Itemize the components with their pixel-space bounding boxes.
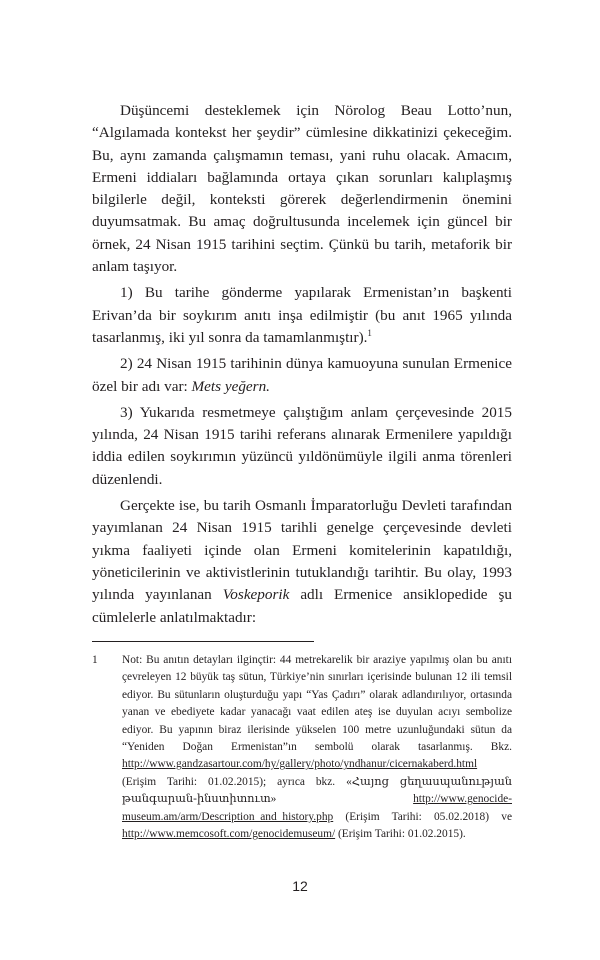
footnote: [92, 652, 512, 843]
footnote-link-memcosoft[interactable]: http://www.memcosoft.com/genocidemuseum/: [122, 828, 336, 841]
paragraph-reality: [92, 495, 512, 629]
footnote-body: (Erişim Tarihi: 05.02.2018) ve: [333, 810, 512, 823]
paragraph-text: Gerçekte ise, bu tarih Osmanlı İmparatorluğu Devleti tarafından yayımlanan 24 Nisan 1915 tarihli genelge çerçevesinde devleti yıkma faaliyeti içinde olan Ermeni komitelerinin kapatıldığı, yöneticilerinin ve aktivistlerinin tutuklandığı tarihtir. Bu olay, 1993 yılında yayınlanan: [92, 497, 512, 604]
paragraph-text: 2) 24 Nisan 1915 tarihinin dünya kamuoyuna sunulan Ermenice özel bir adı var:: [92, 355, 512, 395]
footnote-reference[interactable]: 1: [367, 327, 372, 338]
footnote-divider: [92, 641, 314, 642]
paragraph-text: Düşüncemi desteklemek için Nörolog Beau Lotto’nun, “Algılamada kontekst her şeydir” cümlesine dikkatinizi çekeceğim. Bu, aynı zamanda çalışmamın teması, yani ruhu olacak. Amacım, Ermeni iddiaları bağlamında ortaya çıkan sorunları kalıplaşmış bilgilerle değil, konteksti görerek değerlendirmenin önemini duyumsatmak. Bu amaç doğrultusunda incelemek için güncel bir örnek, 24 Nisan 1915 tarihini seçtim. Çünkü bu tarih, metaforik bir anlam taşıyor.: [92, 102, 512, 276]
paragraph-text: 3) Yukarıda resmetmeye çalıştığım anlam çerçevesinde 2015 yılında, 24 Nisan 1915 tarihi referans alınarak Ermenilere yapıldığı iddia edilen soykırımın yüzüncü yıldönümüyle ilgili anma törenleri düzenlendi.: [92, 403, 512, 488]
footnote-body: (Erişim Tarihi: 01.02.2015); ayrıca bkz. «Հայոց ցեղասպանության թանգարան-ինստիտուտ»: [122, 775, 512, 806]
main-text: [92, 100, 512, 633]
italic-term: Voskeporik: [222, 586, 290, 604]
footnote-text: [122, 652, 512, 843]
page-number: 12: [292, 878, 308, 894]
paragraph-text: adlı Ermenice ansiklopedide şu cümlelerle anlatılmaktadır:: [92, 586, 512, 626]
footnote-number: 1: [92, 654, 98, 666]
footnote-body: Not: Bu anıtın detayları ilginçtir: 44 metrekarelik bir araziye yapılmış olan bu anıtı çevreleyen 12 büyük taş sütun, Türkiye’nin sınırları içerisinde bulunan 12 ili temsil ediyor. Bu sütunların oluşturduğu yapı “Yas Çadırı” olarak adlandırılıyor, ortasında yanan ve ebediyete kadar yanacağı vaat edilen ateş ise duyulan acıyı sembolize ediyor. Bu yapının biraz ilerisinde yükselen 100 metre uzunluğundaki sütun da “Yeniden Doğan Ermenistan”ın sembolü olarak tasarlanmış. Bkz.: [122, 654, 512, 754]
paragraph-text: 1) Bu tarihe gönderme yapılarak Ermenistan’ın başkenti Erivan’da bir soykırım anıtı inşa edilmiştir (bu anıt 1965 yılında tasarlanmış, iki yıl sonra da tamamlanmıştır).: [92, 284, 512, 346]
paragraph-point-1: [92, 282, 512, 349]
paragraph-intro: [92, 100, 512, 278]
paragraph-point-2: [92, 353, 512, 398]
footnote-link-genocide-museum[interactable]: http://www.genocide-museum.am/arm/Description_and_history.php: [122, 793, 512, 823]
paragraph-point-3: [92, 402, 512, 491]
italic-term: Mets yeğern.: [191, 377, 270, 395]
footnote-link-gandzasar[interactable]: http://www.gandzasartour.com/hy/gallery/photo/yndhanur/cicernakaberd.html: [122, 758, 478, 771]
footnote-body: (Erişim Tarihi: 01.02.2015).: [335, 828, 466, 841]
